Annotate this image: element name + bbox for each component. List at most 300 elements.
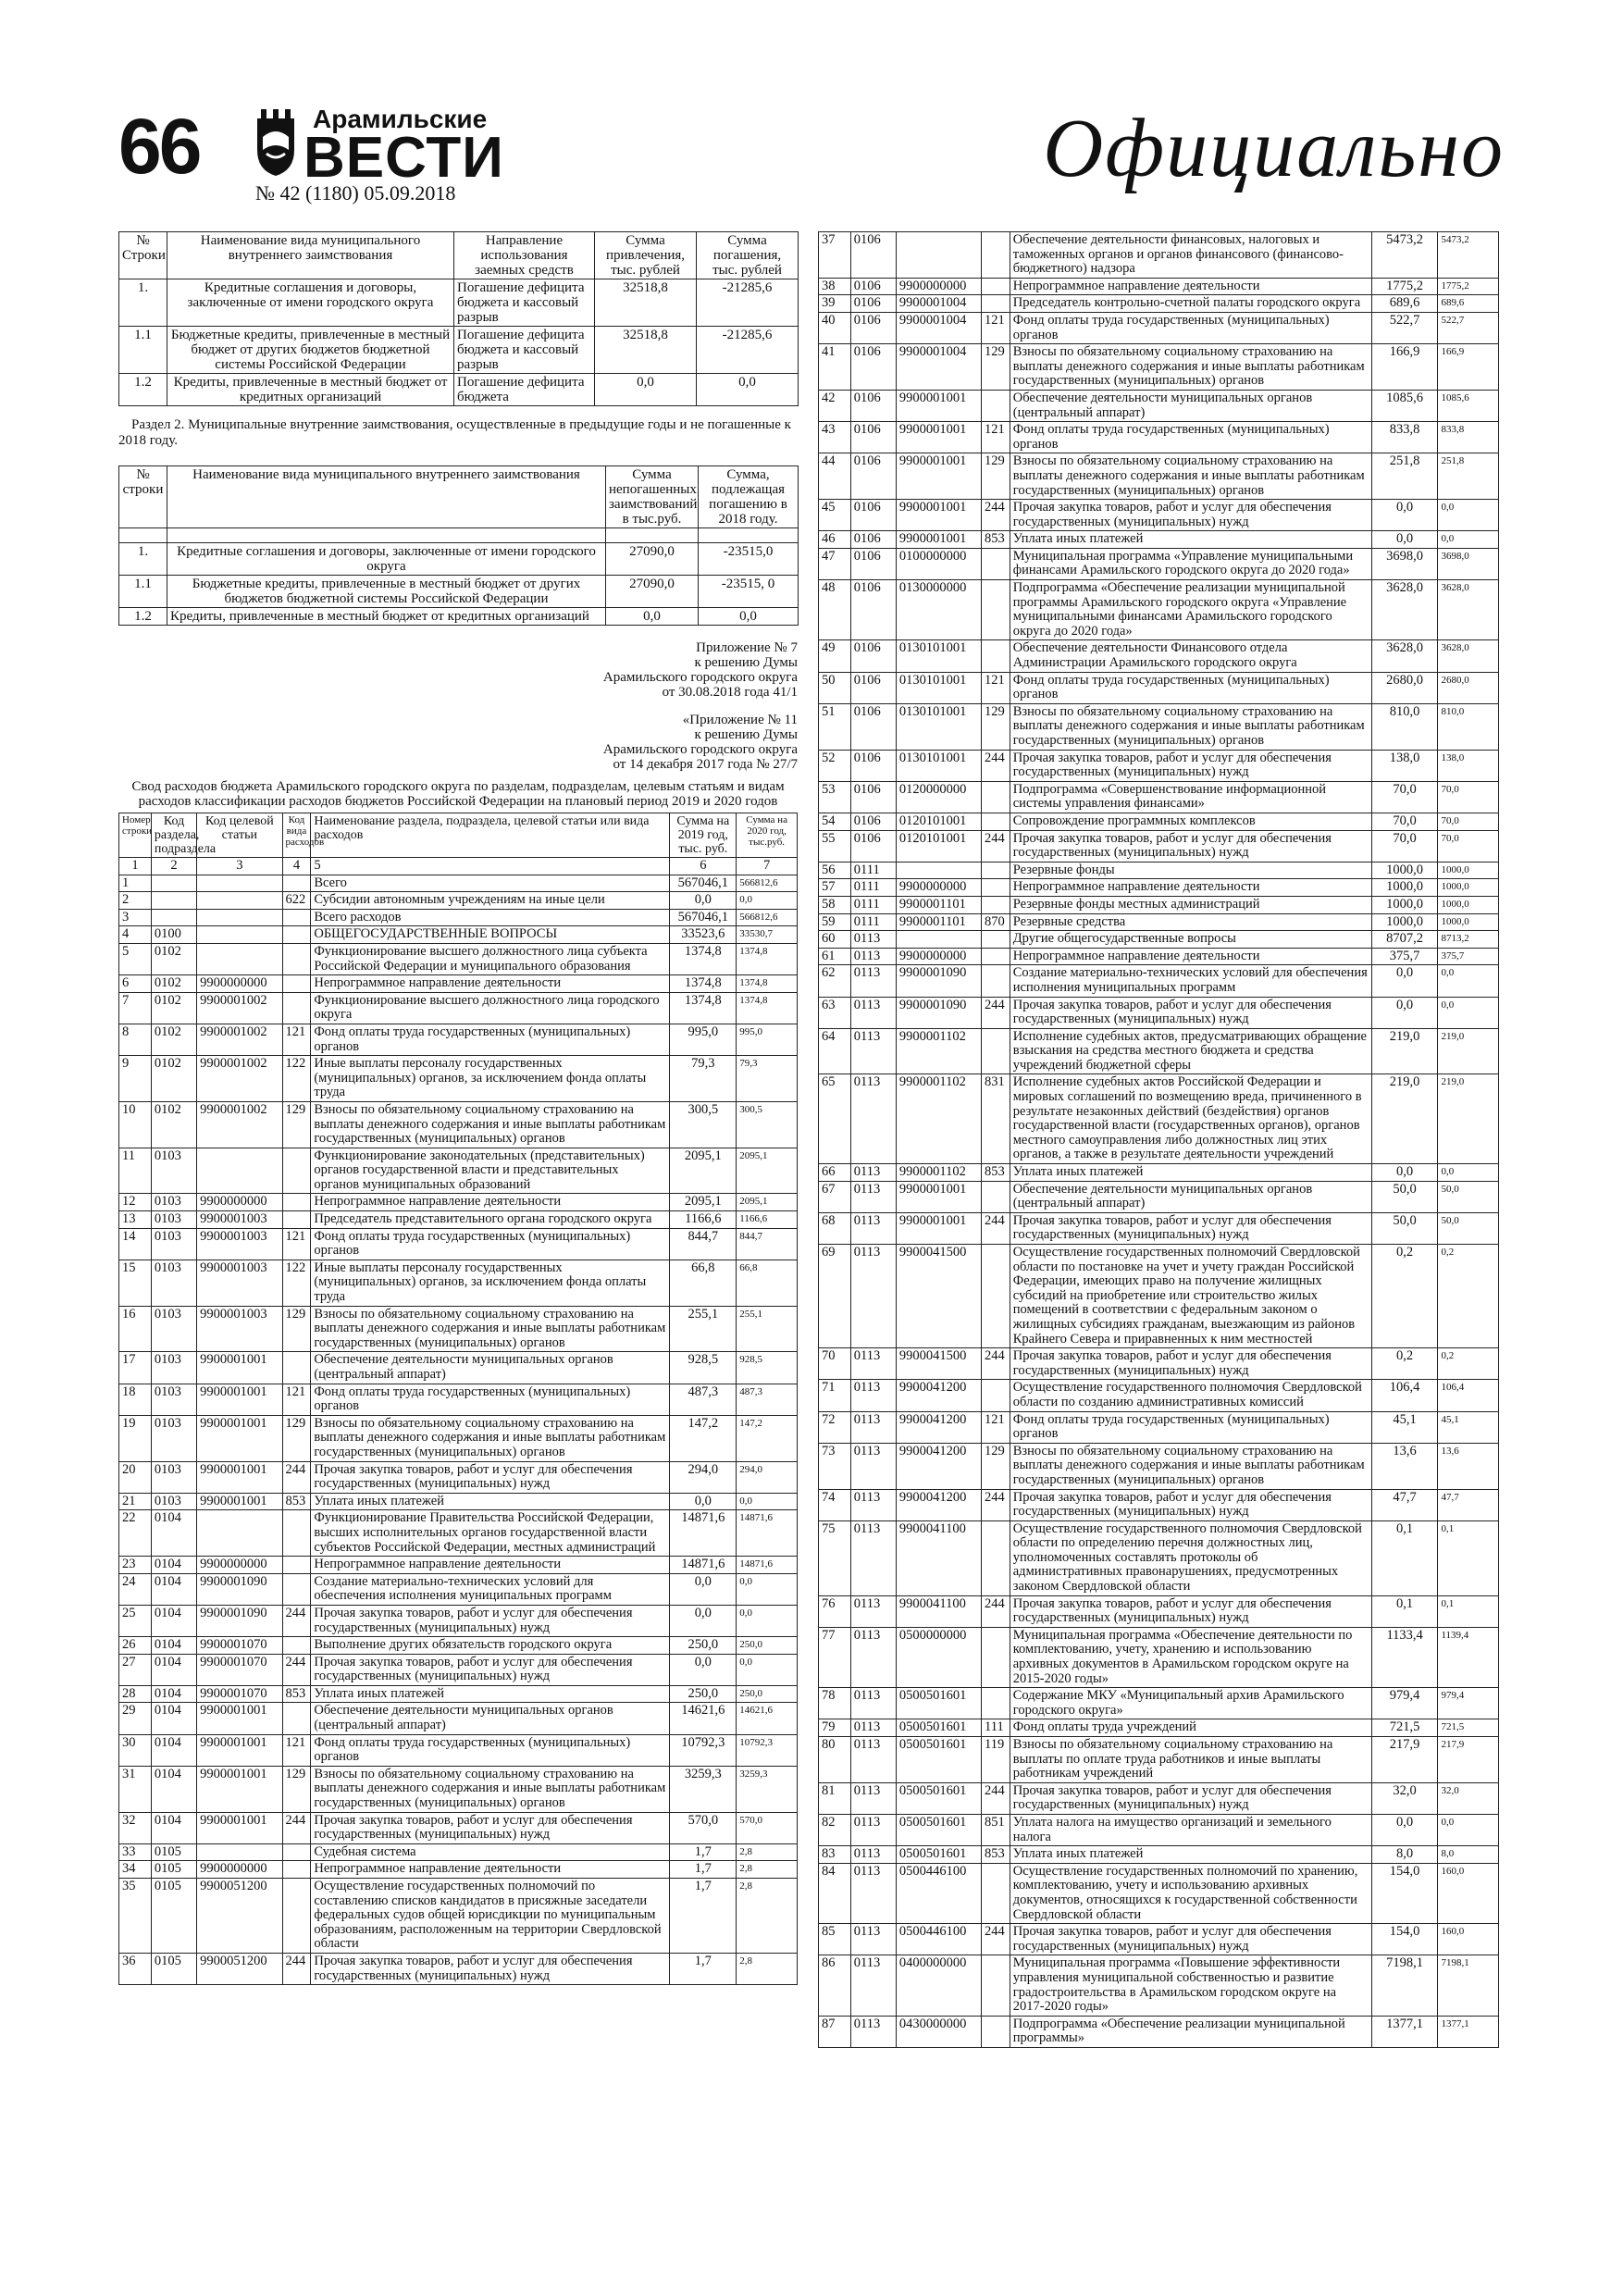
- cell: [699, 528, 799, 543]
- cell: 300,5: [670, 1101, 737, 1148]
- cell: 68: [819, 1212, 851, 1244]
- cell: 19: [119, 1415, 152, 1461]
- cell: 9900001070: [197, 1637, 282, 1655]
- cell: 9900001002: [197, 1101, 282, 1148]
- cell: 129: [982, 1443, 1010, 1489]
- table-row: [119, 1605, 798, 1636]
- table-row: [119, 1734, 798, 1766]
- cell: 250,0: [737, 1685, 798, 1703]
- appendix-line: от 30.08.2018 года 41/1: [662, 685, 798, 700]
- cell: 10792,3: [737, 1734, 798, 1766]
- cell: 9900001001: [896, 422, 981, 453]
- cell: 0130101001: [896, 672, 981, 703]
- cell: 4: [282, 858, 311, 875]
- cell: 3: [197, 858, 282, 875]
- cell: Муниципальная программа «Повышение эффективности управления муниципальной собственностью и развитие градостроительства в Арамильском городском округе на 2017-2020 годы»: [1010, 1955, 1371, 2016]
- cell: 870: [982, 913, 1010, 931]
- cell: [982, 1520, 1010, 1595]
- table-body: [119, 875, 798, 1985]
- table-row: [819, 531, 1499, 549]
- cell: 9900001001: [197, 1703, 282, 1734]
- cell: 294,0: [737, 1461, 798, 1493]
- cell: 853: [982, 531, 1010, 549]
- cell: Непрограммное направление деятельности: [311, 1557, 670, 1574]
- cell: 0113: [850, 931, 896, 949]
- cell: 129: [282, 1415, 311, 1461]
- cell: 0,1: [1371, 1595, 1438, 1627]
- cell: [606, 528, 699, 543]
- cell: 129: [282, 1766, 311, 1812]
- issue-info: № 42 (1180) 05.09.2018: [255, 181, 456, 205]
- cell: [282, 1211, 311, 1229]
- cell: 82: [819, 1814, 851, 1845]
- cell: [982, 781, 1010, 813]
- cell: 2095,1: [670, 1148, 737, 1194]
- cell: [982, 2016, 1010, 2047]
- cell: 1775,2: [1371, 278, 1438, 295]
- cell: [197, 909, 282, 926]
- cell: 83: [819, 1846, 851, 1864]
- cell: -21285,6: [697, 279, 799, 327]
- cell: 5473,2: [1438, 232, 1499, 279]
- cell: 53: [819, 781, 851, 813]
- cell: 2680,0: [1371, 672, 1438, 703]
- section2-paragraph: Раздел 2. Муниципальные внутренние заимствования, осуществленные в предыдущие годы и не погашенные к 2018 году.: [118, 417, 791, 448]
- cell: 33530,7: [737, 926, 798, 944]
- cell: 14871,6: [737, 1510, 798, 1557]
- cell: 0106: [850, 232, 896, 279]
- cell: 995,0: [670, 1024, 737, 1055]
- cell: [982, 896, 1010, 913]
- cell: 1000,0: [1371, 913, 1438, 931]
- cell: 9900001090: [896, 965, 981, 997]
- cell: 0500501601: [896, 1814, 981, 1845]
- cell: 0106: [850, 813, 896, 830]
- cell: 0130000000: [896, 580, 981, 640]
- cell: Муниципальная программа «Обеспечение деятельности по комплектованию, учету, хранению и использованию архивных документов в Арамильском городском округе на 2015-2020 годы»: [1010, 1627, 1371, 1687]
- cell: [282, 1148, 311, 1194]
- cell: 2095,1: [737, 1194, 798, 1211]
- cell: 9900001004: [896, 295, 981, 313]
- cell: -23515, 0: [699, 576, 799, 608]
- cell: 0102: [151, 943, 196, 974]
- cell: Резервные фонды местных администраций: [1010, 896, 1371, 913]
- cell: Обеспечение деятельности муниципальных органов (центральный аппарат): [1010, 390, 1371, 421]
- cell: Прочая закупка товаров, работ и услуг для обеспечения государственных (муниципальных) нужд: [1010, 1924, 1371, 1955]
- header-cell: Код раздела, подраздела: [151, 813, 196, 858]
- table-row: [819, 931, 1499, 949]
- cell: [197, 926, 282, 944]
- cell: Исполнение судебных актов Российской Федерации и мировых соглашений по возмещению вреда, причиненного в результате незаконных действий (бездействия) органов государственной власти (государственных органов), органов местного самоуправления либо должностных лиц этих органов, а также в результате деятельности учреждений: [1010, 1074, 1371, 1164]
- cell: Иные выплаты персоналу государственных (муниципальных) органов, за исключением фонда оплаты труда: [311, 1056, 670, 1102]
- cell: 1374,8: [670, 992, 737, 1024]
- cell: 61: [819, 948, 851, 965]
- cell: 47,7: [1438, 1489, 1499, 1520]
- cell: 0,0: [670, 1654, 737, 1685]
- cell: 844,7: [737, 1228, 798, 1260]
- table-row: [119, 1557, 798, 1574]
- cell: 375,7: [1371, 948, 1438, 965]
- cell: 0106: [850, 830, 896, 862]
- cell: Прочая закупка товаров, работ и услуг для обеспечения государственных (муниципальных) нужд: [1010, 997, 1371, 1028]
- cell: 0,2: [1371, 1245, 1438, 1348]
- cell: 0104: [151, 1734, 196, 1766]
- cell: 56: [819, 862, 851, 879]
- cell: 0105: [151, 1879, 196, 1954]
- newspaper-logo: [255, 105, 607, 191]
- cell: 64: [819, 1028, 851, 1074]
- table-row: [119, 1194, 798, 1211]
- cell: 47,7: [1371, 1489, 1438, 1520]
- cell: 1.1: [119, 576, 167, 608]
- table-row: [819, 997, 1499, 1028]
- cell: 0105: [151, 1953, 196, 1984]
- cell: 4: [119, 926, 152, 944]
- cell: Непрограммное направление деятельности: [311, 1861, 670, 1879]
- cell: 0,0: [697, 374, 799, 406]
- cell: 9900001001: [197, 1812, 282, 1843]
- cell: 0103: [151, 1194, 196, 1211]
- cell: 928,5: [670, 1352, 737, 1384]
- table-row: [819, 548, 1499, 579]
- cell: 0130101001: [896, 640, 981, 672]
- cell: 70,0: [1438, 830, 1499, 862]
- cell: 844,7: [670, 1228, 737, 1260]
- cell: Прочая закупка товаров, работ и услуг для обеспечения государственных (муниципальных) нужд: [311, 1605, 670, 1636]
- cell: 9900041200: [896, 1411, 981, 1443]
- table-row: [119, 1812, 798, 1843]
- cell: [119, 528, 167, 543]
- cell: 0113: [850, 1863, 896, 1923]
- cell: 0104: [151, 1703, 196, 1734]
- cell: 9900041100: [896, 1520, 981, 1595]
- cell: Подпрограмма «Обеспечение реализации муниципальной программы Арамильского городского округа «Управление муниципальными финансами Арамильского городского округа до 2020 года»: [1010, 580, 1371, 640]
- cell: -21285,6: [697, 327, 799, 374]
- cell: 0103: [151, 1352, 196, 1384]
- cell: 0103: [151, 1148, 196, 1194]
- right-column: [818, 231, 1499, 2048]
- cell: 244: [282, 1654, 311, 1685]
- cell: 9900001102: [896, 1028, 981, 1074]
- cell: [282, 1557, 311, 1574]
- cell: 219,0: [1371, 1028, 1438, 1074]
- cell: 79,3: [737, 1056, 798, 1102]
- cell: Прочая закупка товаров, работ и услуг для обеспечения государственных (муниципальных) нужд: [1010, 750, 1371, 781]
- table-row: [119, 1493, 798, 1510]
- table-row: [119, 875, 798, 892]
- appendix-line: к решению Думы: [694, 655, 798, 670]
- cell: Прочая закупка товаров, работ и услуг для обеспечения государственных (муниципальных) нужд: [1010, 1782, 1371, 1814]
- cell: 1139,4: [1438, 1627, 1499, 1687]
- cell: 80: [819, 1737, 851, 1783]
- cell: 0113: [850, 1688, 896, 1719]
- table-row: [819, 1443, 1499, 1489]
- table-row: [119, 1056, 798, 1102]
- cell: Обеспечение деятельности муниципальных органов (центральный аппарат): [311, 1352, 670, 1384]
- cell: 77: [819, 1627, 851, 1687]
- cell: 244: [282, 1953, 311, 1984]
- cell: 0120101001: [896, 830, 981, 862]
- cell: 219,0: [1371, 1074, 1438, 1164]
- cell: Фонд оплаты труда государственных (муниципальных) органов: [1010, 1411, 1371, 1443]
- appendix-line: Приложение № 7: [696, 640, 798, 655]
- cell: [282, 975, 311, 993]
- cell: 0111: [850, 879, 896, 897]
- cell: 0104: [151, 1812, 196, 1843]
- cell: 0104: [151, 1654, 196, 1685]
- table-caption: Свод расходов бюджета Арамильского городского округа по разделам, подразделам, целевым статьям и видам расходов классификации расходов бюджетов Российской Федерации на плановый период 2019 и 2020 годов: [131, 779, 785, 809]
- table-row: [819, 948, 1499, 965]
- cell: Уплата налога на имущество организаций и земельного налога: [1010, 1814, 1371, 1845]
- cell: 3259,3: [670, 1766, 737, 1812]
- cell: 50,0: [1438, 1181, 1499, 1212]
- cell: 721,5: [1371, 1719, 1438, 1737]
- cell: 570,0: [737, 1812, 798, 1843]
- cell: 0,1: [1371, 1520, 1438, 1595]
- cell: 219,0: [1438, 1028, 1499, 1074]
- cell: 0,2: [1438, 1245, 1499, 1348]
- cell: 47: [819, 548, 851, 579]
- cell: 244: [982, 1924, 1010, 1955]
- cell: 244: [282, 1812, 311, 1843]
- cell: 12: [119, 1194, 152, 1211]
- cell: 9900001001: [197, 1734, 282, 1766]
- cell: 8,0: [1438, 1846, 1499, 1864]
- cell: Прочая закупка товаров, работ и услуг для обеспечения государственных (муниципальных) нужд: [311, 1461, 670, 1493]
- cell: 60: [819, 931, 851, 949]
- cell: Фонд оплаты труда государственных (муниципальных) органов: [1010, 312, 1371, 343]
- table-row: [819, 500, 1499, 531]
- cell: [982, 1028, 1010, 1074]
- left-column: [118, 231, 798, 1985]
- cell: [982, 390, 1010, 421]
- cell: 0,0: [1371, 1814, 1438, 1845]
- cell: 1.: [119, 279, 167, 327]
- table-row: [819, 1719, 1499, 1737]
- cell: 0113: [850, 1814, 896, 1845]
- cell: 121: [982, 1411, 1010, 1443]
- cell: Создание материально-технических условий для обеспечения исполнения муниципальных программ: [311, 1573, 670, 1605]
- cell: 9900051200: [197, 1879, 282, 1954]
- cell: 0113: [850, 1181, 896, 1212]
- logo-title: ВЕСТИ: [304, 126, 504, 190]
- table-row: [119, 1211, 798, 1229]
- cell: 1000,0: [1438, 879, 1499, 897]
- cell: 0,0: [737, 1493, 798, 1510]
- cell: 0113: [850, 1028, 896, 1074]
- table-row: [819, 1782, 1499, 1814]
- cell: Обеспечение деятельности финансовых, налоговых и таможенных органов и органов финансового (финансово-бюджетного) надзора: [1010, 232, 1371, 279]
- cell: 3698,0: [1371, 548, 1438, 579]
- appendix-11: [118, 713, 798, 772]
- cell: Прочая закупка товаров, работ и услуг для обеспечения государственных (муниципальных) нужд: [311, 1654, 670, 1685]
- table-row: [819, 1863, 1499, 1923]
- table-row: [819, 1627, 1499, 1687]
- table-row: [119, 909, 798, 926]
- cell: 10: [119, 1101, 152, 1148]
- cell: 0103: [151, 1384, 196, 1415]
- cell: 9900000000: [197, 1194, 282, 1211]
- cell: 39: [819, 295, 851, 313]
- cell: [982, 813, 1010, 830]
- cell: 1,7: [670, 1861, 737, 1879]
- cell: 0113: [850, 1074, 896, 1164]
- header-cell: № Строки: [119, 232, 167, 279]
- cell: 122: [282, 1260, 311, 1306]
- cell: 1374,8: [737, 943, 798, 974]
- cell: 1085,6: [1438, 390, 1499, 421]
- cell: 71: [819, 1380, 851, 1411]
- cell: 32: [119, 1812, 152, 1843]
- cell: 0500501601: [896, 1782, 981, 1814]
- cell: 217,9: [1371, 1737, 1438, 1783]
- cell: 0113: [850, 1411, 896, 1443]
- cell: Содержание МКУ «Муниципальный архив Арамильского городского округа»: [1010, 1688, 1371, 1719]
- cell: 0113: [850, 1719, 896, 1737]
- cell: 928,5: [737, 1352, 798, 1384]
- cell: 1374,8: [737, 975, 798, 993]
- cell: 0500000000: [896, 1627, 981, 1687]
- cell: Функционирование законодательных (представительных) органов государственной власти и представительных органов муниципальных образований: [311, 1148, 670, 1194]
- cell: 853: [982, 1846, 1010, 1864]
- cell: 106,4: [1371, 1380, 1438, 1411]
- cell: 0103: [151, 1493, 196, 1510]
- cell: 487,3: [670, 1384, 737, 1415]
- cell: [982, 948, 1010, 965]
- cell: 0111: [850, 913, 896, 931]
- cell: 0113: [850, 1520, 896, 1595]
- cell: 0,1: [1438, 1595, 1499, 1627]
- cell: Осуществление государственных полномочий Свердловской области по постановке на учет и учету граждан Российской Федерации, имеющих право на получение жилищных субсидий на приобретение или строительство жилых помещений в соответствии с федеральным законом о жилищных субсидиях гражданам, выезжающим из районов Крайнего Севера и приравненных к ним местностей: [1010, 1245, 1371, 1348]
- header-cell: Сумма погашения, тыс. рублей: [697, 232, 799, 279]
- table-row: [819, 1380, 1499, 1411]
- cell: [282, 1861, 311, 1879]
- cell: 0,0: [1438, 1164, 1499, 1182]
- cell: [982, 1863, 1010, 1923]
- cell: 567046,1: [670, 909, 737, 926]
- cell: [282, 943, 311, 974]
- table-row: [819, 1846, 1499, 1864]
- appendix-7: [118, 640, 798, 700]
- cell: 9900041100: [896, 1595, 981, 1627]
- cell: 72: [819, 1411, 851, 1443]
- cell: 851: [982, 1814, 1010, 1845]
- table-row: [119, 1260, 798, 1306]
- cell: 14871,6: [670, 1557, 737, 1574]
- cell: [982, 1627, 1010, 1687]
- cell: 0,0: [737, 892, 798, 910]
- cell: 5: [119, 943, 152, 974]
- cell: 51: [819, 703, 851, 750]
- cell: 9900041500: [896, 1245, 981, 1348]
- cell: 0,0: [1438, 997, 1499, 1028]
- cell: 9900001101: [896, 913, 981, 931]
- cell: 57: [819, 879, 851, 897]
- cell: Резервные средства: [1010, 913, 1371, 931]
- cell: [982, 862, 1010, 879]
- cell: 2: [119, 892, 152, 910]
- cell: 13,6: [1438, 1443, 1499, 1489]
- cell: [167, 528, 606, 543]
- cell: 0,0: [1371, 997, 1438, 1028]
- cell: 9900001102: [896, 1164, 981, 1182]
- cell: 0106: [850, 580, 896, 640]
- logo-subtitle: Арамильские: [313, 105, 488, 133]
- cell: 50,0: [1438, 1212, 1499, 1244]
- appendix-line: «Приложение № 11: [682, 713, 798, 727]
- cell: 74: [819, 1489, 851, 1520]
- cell: 0,0: [1438, 965, 1499, 997]
- cell: 0,0: [670, 1605, 737, 1636]
- cell: 10792,3: [670, 1734, 737, 1766]
- cell: 106,4: [1438, 1380, 1499, 1411]
- cell: 33523,6: [670, 926, 737, 944]
- cell: 9900001001: [197, 1415, 282, 1461]
- page-number: 66: [118, 103, 200, 190]
- cell: Кредиты, привлеченные в местный бюджет от кредитных организаций: [167, 374, 454, 406]
- cell: Непрограммное направление деятельности: [1010, 278, 1371, 295]
- cell: 154,0: [1371, 1924, 1438, 1955]
- cell: 0106: [850, 312, 896, 343]
- cell: 160,0: [1438, 1863, 1499, 1923]
- cell: 0120101001: [896, 813, 981, 830]
- cell: 9900001001: [896, 1181, 981, 1212]
- cell: Кредитные соглашения и договоры, заключенные от имени городского округа: [167, 279, 454, 327]
- appendix-line: к решению Думы: [694, 727, 798, 742]
- cell: 33: [119, 1843, 152, 1861]
- table-row: [119, 1703, 798, 1734]
- cell: 0106: [850, 640, 896, 672]
- cell: 0,0: [1371, 500, 1438, 531]
- cell: 66: [819, 1164, 851, 1182]
- cell: 50,0: [1371, 1181, 1438, 1212]
- cell: 138,0: [1371, 750, 1438, 781]
- cell: [282, 875, 311, 892]
- cell: 30: [119, 1734, 152, 1766]
- table-row: [119, 327, 799, 374]
- cell: Осуществление государственного полномочия Свердловской области по определению перечня должностных лиц, уполномоченных составлять протоколы об административных правонарушениях, предусмотренных законом Свердловской области: [1010, 1520, 1371, 1595]
- table-row: [819, 913, 1499, 931]
- table-row: [819, 640, 1499, 672]
- cell: 0,0: [670, 892, 737, 910]
- cell: 1.1: [119, 327, 167, 374]
- appendix-line: от 14 декабря 2017 года № 27/7: [613, 757, 798, 772]
- cell: 9900001090: [896, 997, 981, 1028]
- table-row: [119, 1306, 798, 1352]
- cell: Всего: [311, 875, 670, 892]
- cell: 1374,8: [670, 943, 737, 974]
- cell: [896, 232, 981, 279]
- header-cell: Код вида расходов: [282, 813, 311, 858]
- cell: 1000,0: [1371, 879, 1438, 897]
- cell: 6: [119, 975, 152, 993]
- cell: 0106: [850, 422, 896, 453]
- cell: 9900041200: [896, 1380, 981, 1411]
- table-row: [819, 312, 1499, 343]
- cell: 9900000000: [197, 1557, 282, 1574]
- cell: 244: [982, 830, 1010, 862]
- cell: Непрограммное направление деятельности: [1010, 879, 1371, 897]
- cell: 9900001090: [197, 1573, 282, 1605]
- cell: 0104: [151, 1766, 196, 1812]
- cell: 0105: [151, 1861, 196, 1879]
- cell: 0106: [850, 781, 896, 813]
- table-row: [819, 862, 1499, 879]
- cell: 65: [819, 1074, 851, 1164]
- cell: 121: [282, 1228, 311, 1260]
- cell: 9900051200: [197, 1953, 282, 1984]
- header-cell: Сумма, подлежащая погашению в 2018 году.: [699, 466, 799, 528]
